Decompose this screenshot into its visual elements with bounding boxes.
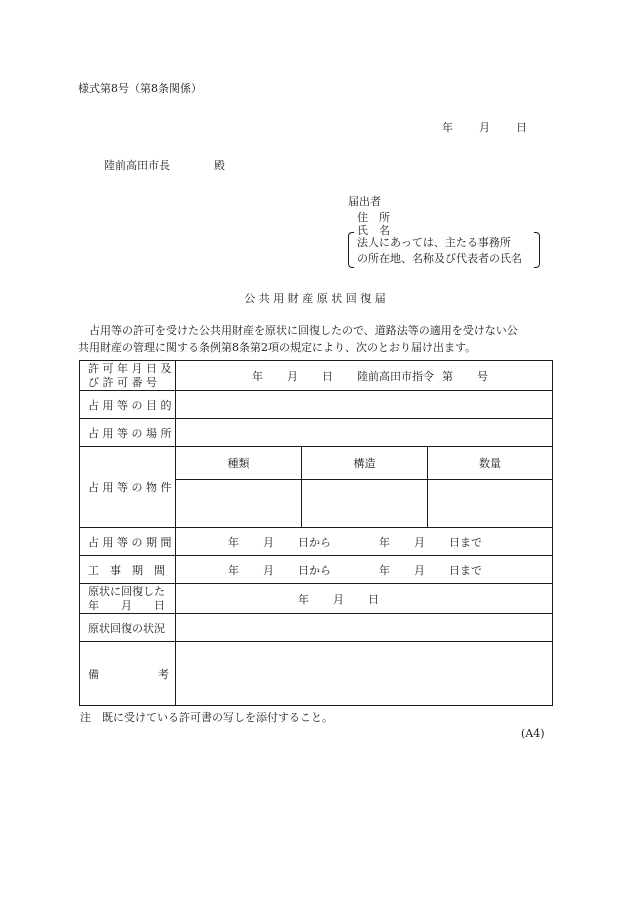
period-label: 占 用 等 の 期 間 [80, 528, 176, 556]
row-purpose [80, 391, 553, 419]
object-quantity-cell[interactable] [428, 480, 553, 528]
work-value-cell[interactable] [176, 556, 553, 584]
permit-go: 号 [477, 369, 488, 383]
body-paragraph [78, 322, 548, 356]
permit-day: 日 [322, 369, 333, 383]
addressee-name: 陸前高田市長 [104, 159, 170, 172]
paper-size: (A4) [521, 727, 545, 740]
restored-day: 日 [368, 592, 379, 606]
applicant-name-label: 氏 名 [357, 224, 390, 237]
restored-label [80, 584, 176, 614]
restored-value-cell[interactable] [176, 584, 553, 614]
period-year2: 年 [379, 535, 390, 549]
permit-value-cell[interactable] [176, 361, 553, 391]
document-title: 公 共 用 財 産 原 状 回 復 届 [244, 292, 386, 305]
corporate-note [348, 232, 540, 268]
permit-label-line1: 許 可 年 月 日 及 [88, 361, 172, 375]
remarks-label-right: 考 [158, 667, 169, 681]
restored-label-line2: 年 月 日 [88, 598, 165, 612]
row-remarks [80, 642, 553, 706]
work-label: 工 事 期 間 [80, 556, 176, 584]
permit-year: 年 [252, 369, 263, 383]
row-period [80, 528, 553, 556]
place-value-cell[interactable] [176, 419, 553, 447]
object-header-quantity: 数量 [428, 447, 553, 480]
restored-year: 年 [298, 592, 309, 606]
bracket-right [534, 232, 540, 268]
work-from: 日から [298, 563, 331, 577]
applicant-heading: 届出者 [348, 195, 381, 208]
object-header-structure: 構造 [302, 447, 428, 480]
status-label: 原状回復の状況 [80, 614, 176, 642]
object-structure-cell[interactable] [302, 480, 428, 528]
form-table [79, 360, 553, 706]
period-month: 月 [263, 535, 274, 549]
work-year2: 年 [379, 563, 390, 577]
bracket-left [348, 232, 354, 268]
permit-label [80, 361, 176, 391]
purpose-value-cell[interactable] [176, 391, 553, 419]
period-value-cell[interactable] [176, 528, 553, 556]
corporate-note-line1: 法人にあっては、主たる事務所 [357, 236, 511, 249]
addressee-honorific: 殿 [214, 159, 225, 172]
work-month: 月 [263, 563, 274, 577]
date-day: 日 [516, 121, 527, 134]
remarks-label-wrap [88, 666, 169, 682]
row-status [80, 614, 553, 642]
place-label: 占 用 等 の 場 所 [80, 419, 176, 447]
body-line1: 占用等の許可を受けた公共用財産を原状に回復したので、道路法等の適用を受けない公 [78, 324, 518, 337]
object-header-kind: 種類 [176, 447, 302, 480]
permit-dai: 第 [442, 369, 453, 383]
work-month2: 月 [414, 563, 425, 577]
permit-issuer: 陸前高田市指令 [357, 369, 434, 383]
period-year: 年 [228, 535, 239, 549]
date-line [442, 119, 527, 135]
date-month: 月 [479, 121, 490, 134]
work-year: 年 [228, 563, 239, 577]
row-work [80, 556, 553, 584]
form-number: 様式第8号（第8条関係） [78, 82, 202, 95]
remarks-label [80, 642, 176, 706]
work-to: 日まで [449, 563, 482, 577]
row-permit [80, 361, 553, 391]
footnote: 注 既に受けている許可書の写しを添付すること。 [80, 711, 333, 724]
remarks-label-left: 備 [88, 667, 99, 681]
corporate-note-line2: の所在地、名称及び代表者の氏名 [357, 252, 522, 265]
object-kind-cell[interactable] [176, 480, 302, 528]
row-place [80, 419, 553, 447]
addressee [104, 157, 225, 173]
restored-month: 月 [333, 592, 344, 606]
body-line2: 共用財産の管理に関する条例第8条第2項の規定により、次のとおり届け出ます。 [78, 341, 477, 354]
date-year: 年 [442, 121, 453, 134]
remarks-value-cell[interactable] [176, 642, 553, 706]
restored-label-line1: 原状に回復した [88, 584, 165, 598]
status-value-cell[interactable] [176, 614, 553, 642]
row-restored [80, 584, 553, 614]
row-object-header [80, 447, 553, 480]
permit-label-line2: び 許 可 番 号 [88, 375, 157, 389]
object-label: 占 用 等 の 物 件 [80, 447, 176, 528]
applicant-address-label: 住 所 [357, 211, 390, 224]
period-from: 日から [298, 535, 331, 549]
permit-month: 月 [287, 369, 298, 383]
purpose-label: 占 用 等 の 目 的 [80, 391, 176, 419]
period-to: 日まで [449, 535, 482, 549]
period-month2: 月 [414, 535, 425, 549]
